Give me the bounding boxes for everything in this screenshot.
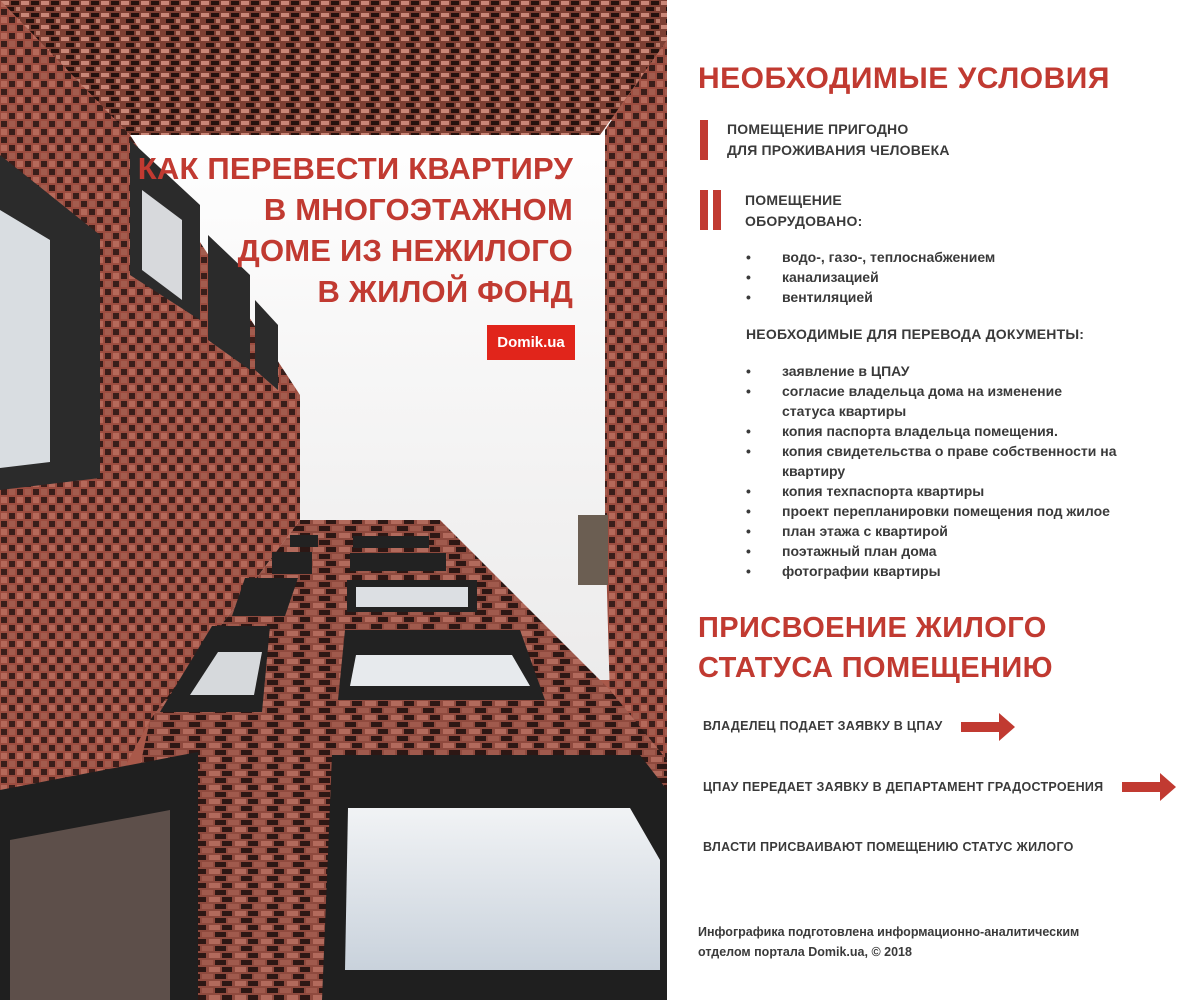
condition-one-line: ПОМЕЩЕНИЕ ПРИГОДНО: [727, 121, 909, 137]
roman-numeral-two-icon: [700, 190, 721, 230]
list-item: • фотографии квартиры: [746, 561, 1166, 581]
info-panel: [667, 0, 1200, 1000]
step-three: ВЛАСТИ ПРИСВАИВАЮТ ПОМЕЩЕНИЮ СТАТУС ЖИЛОГО: [703, 840, 1074, 854]
headline-line: В ЖИЛОЙ ФОНД: [317, 274, 573, 309]
condition-two-line: ОБОРУДОВАНО:: [745, 213, 863, 229]
list-item: • вентиляцией: [746, 287, 995, 307]
step-two: ЦПАУ ПЕРЕДАЕТ ЗАЯВКУ В ДЕПАРТАМЕНТ ГРАДОСТРОЕНИЯ: [703, 780, 1104, 794]
condition-two-line: ПОМЕЩЕНИЕ: [745, 192, 842, 208]
condition-one-line: ДЛЯ ПРОЖИВАНИЯ ЧЕЛОВЕКА: [727, 142, 950, 158]
list-item: • план этажа с квартирой: [746, 521, 1166, 541]
list-item: • копия свидетельства о праве собственности на квартиру: [746, 441, 1126, 481]
condition-one: [727, 119, 950, 161]
list-item: • заявление в ЦПАУ: [746, 361, 1166, 381]
list-item: • согласие владельца дома на изменение статуса квартиры: [746, 381, 1086, 421]
brand-badge: Domik.ua: [487, 325, 575, 360]
list-item: • водо-, газо-, теплоснабжением: [746, 247, 995, 267]
headline-line: В МНОГОЭТАЖНОМ: [263, 192, 573, 227]
list-item: • канализацией: [746, 267, 995, 287]
arrow-right-icon: [1122, 773, 1176, 801]
credit-line: Инфографика подготовлена информационно-аналитическим: [698, 925, 1080, 939]
documents-list: [746, 361, 1166, 581]
credit-line: отделом портала Domik.ua, © 2018: [698, 945, 912, 959]
equipment-list: [746, 247, 995, 307]
assignment-title-line: СТАТУСА ПОМЕЩЕНИЮ: [698, 652, 1053, 684]
headline-line: ДОМЕ ИЗ НЕЖИЛОГО: [237, 233, 573, 268]
step-one: ВЛАДЕЛЕЦ ПОДАЕТ ЗАЯВКУ В ЦПАУ: [703, 719, 943, 733]
headline-line: КАК ПЕРЕВЕСТИ КВАРТИРУ: [137, 151, 573, 186]
main-headline: [113, 148, 573, 312]
list-item: • копия техпаспорта квартиры: [746, 481, 1166, 501]
list-item: • проект перепланировки помещения под жилое: [746, 501, 1166, 521]
credit-text: [698, 922, 1079, 962]
assignment-title-line: ПРИСВОЕНИЕ ЖИЛОГО: [698, 612, 1047, 644]
roman-numeral-one-icon: [700, 120, 708, 160]
conditions-title: НЕОБХОДИМЫЕ УСЛОВИЯ: [698, 62, 1110, 95]
arrow-right-icon: [961, 713, 1015, 741]
list-item: • копия паспорта владельца помещения.: [746, 421, 1166, 441]
list-item: • поэтажный план дома: [746, 541, 1166, 561]
condition-two: [745, 190, 862, 232]
documents-title: НЕОБХОДИМЫЕ ДЛЯ ПЕРЕВОДА ДОКУМЕНТЫ:: [746, 326, 1085, 342]
